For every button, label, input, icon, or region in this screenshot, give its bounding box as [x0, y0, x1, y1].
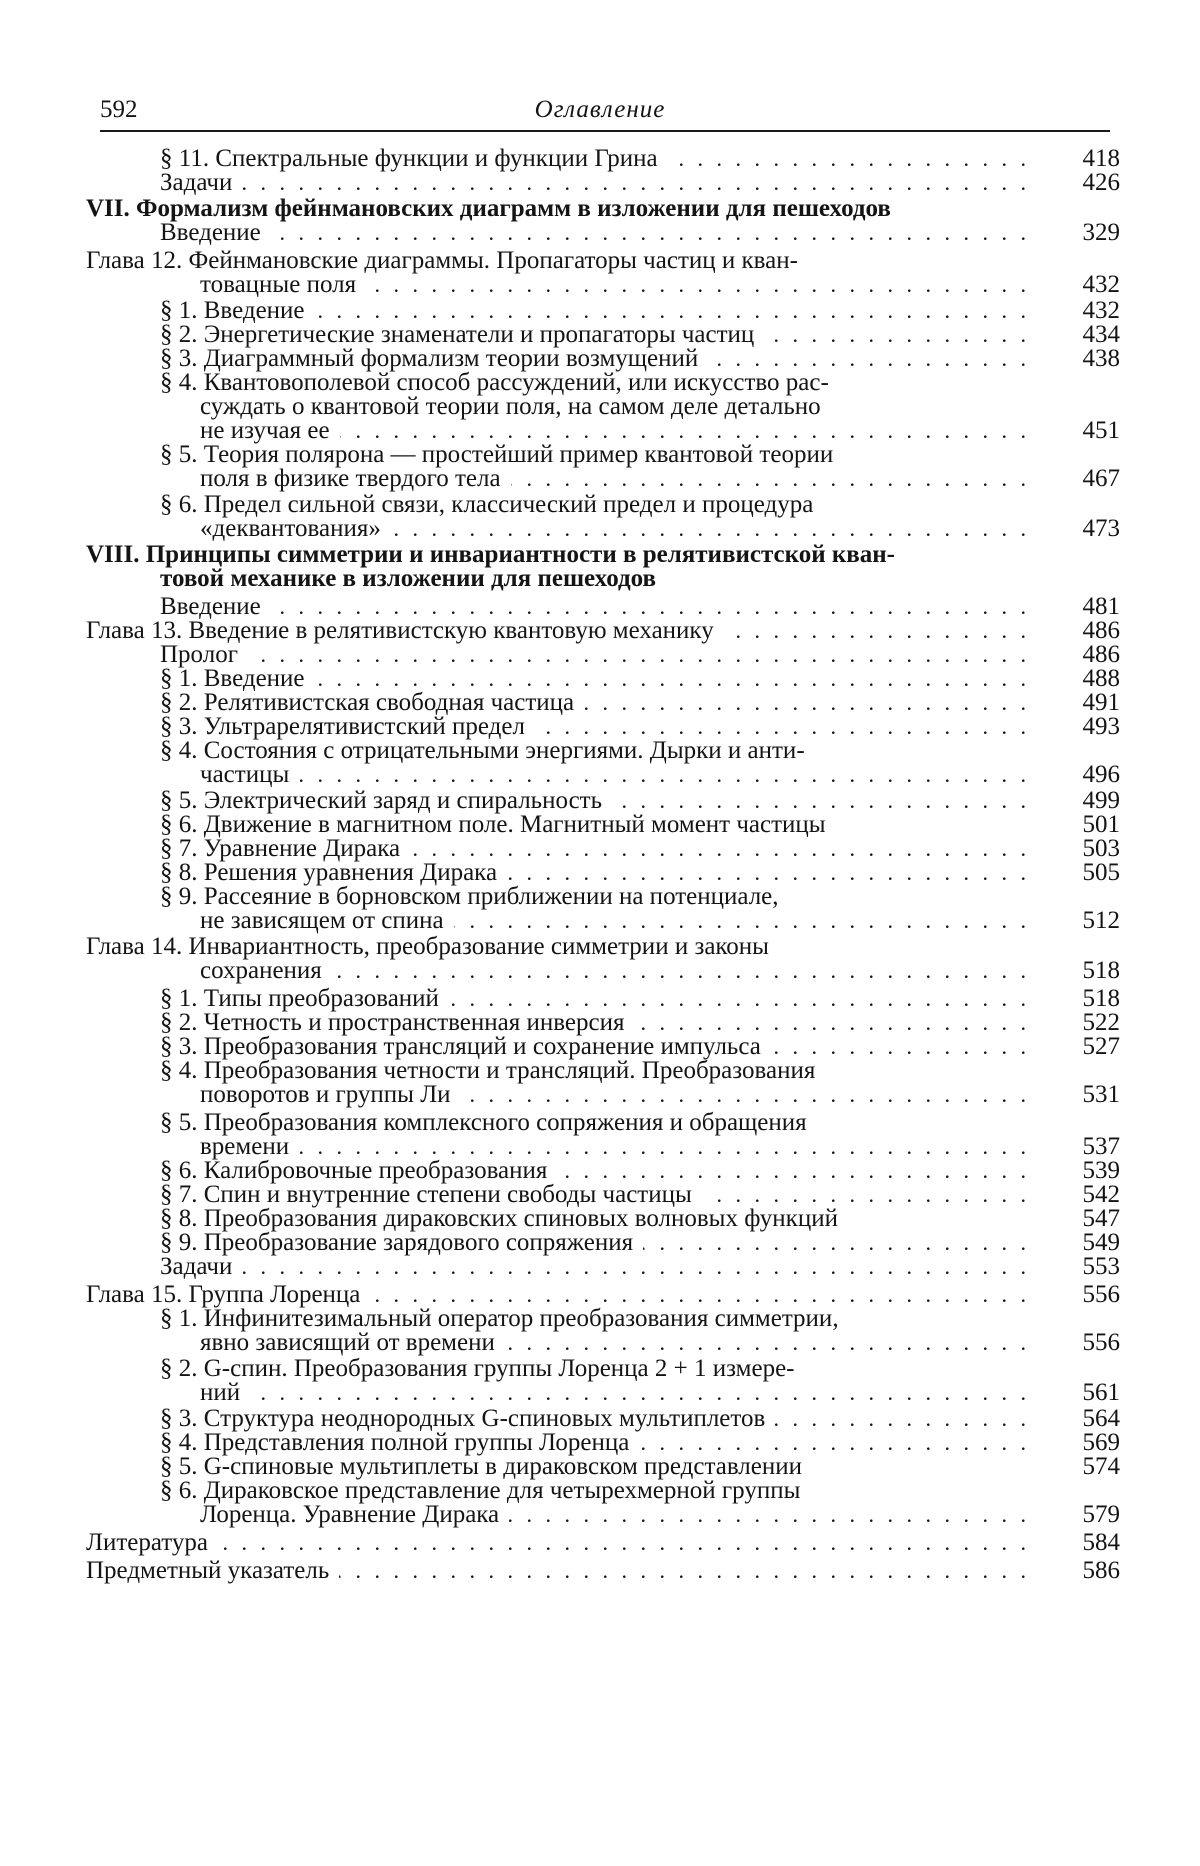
toc-line: § 9. Рассеяние в борновском приближении на потенциале,: [160, 883, 779, 910]
toc-line: Задачи . . . 426: [0, 168, 1200, 197]
toc-line: § 6. Движение в магнитном поле. Магнитный момент частицы 501: [160, 811, 1120, 838]
toc-line: § 8. Решения уравнения Дирака . . . 505: [0, 858, 1200, 887]
toc-line: § 5. Преобразования комплексного сопряжения и обращения: [160, 1109, 807, 1136]
toc-line: § 7. Уравнение Дирака . . . 503: [0, 834, 1200, 863]
toc-line: § 6. Калибровочные преобразования . . . 539: [0, 1156, 1200, 1185]
running-title: Оглавление: [534, 96, 666, 123]
toc-line: Пролог . . . 486: [0, 640, 1200, 669]
toc-chapter: Глава 12. Фейнмановские диаграммы. Пропагаторы частиц и кван-: [86, 247, 798, 274]
toc-line: § 1. Инфинитезимальный оператор преобразования симметрии,: [160, 1305, 839, 1332]
toc-line: не зависящем от спина . . . 512: [0, 906, 1200, 935]
toc-line: § 5. Электрический заряд и спиральность . . . 499: [0, 786, 1200, 815]
toc-line: времени . . . 537: [0, 1132, 1200, 1161]
toc-line: § 5. Теория полярона — простейший пример квантовой теории: [160, 441, 834, 468]
toc-line: § 3. Преобразования трансляций и сохранение импульса . . . 527: [0, 1032, 1200, 1061]
toc-line: явно зависящий от времени . . . 556: [0, 1328, 1200, 1357]
toc-line: § 4. Представления полной группы Лоренца . . . 569: [0, 1428, 1200, 1457]
toc-line: § 6. Дираковское представление для четырехмерной группы: [160, 1477, 801, 1504]
page-number: 592: [100, 96, 138, 123]
toc-line: Задачи . . . 553: [0, 1252, 1200, 1281]
toc-line: § 2. Четность и пространственная инверсия . . . 522: [0, 1008, 1200, 1037]
toc-line: суждать о квантовой теории поля, на самом деле детально: [200, 393, 821, 420]
toc-line: § 2. Релятивистская свободная частица . . . 491: [0, 688, 1200, 717]
toc-line: Лоренца. Уравнение Дирака . . . 579: [0, 1500, 1200, 1529]
toc-line: § 8. Преобразования дираковских спиновых волновых функций 547: [160, 1205, 1120, 1232]
toc-line: частицы . . . 496: [0, 760, 1200, 789]
toc-line: поворотов и группы Ли . . . 531: [0, 1080, 1200, 1109]
toc-line: § 2. Энергетические знаменатели и пропагаторы частиц . . . 434: [0, 320, 1200, 349]
toc-line: Введение . . . 329: [0, 218, 1200, 247]
toc-line: Предметный указатель . . . 586: [0, 1556, 1200, 1585]
toc-line: § 1. Введение . . . 432: [0, 296, 1200, 325]
toc-line: § 3. Ультрарелятивистский предел . . . 493: [0, 712, 1200, 741]
toc-line: не изучая ее . . . 451: [0, 416, 1200, 445]
toc-line: § 4. Преобразования четности и трансляций. Преобразования: [160, 1057, 816, 1084]
toc-line: § 2. G-спин. Преобразования группы Лоренца 2 + 1 измере-: [160, 1355, 795, 1382]
toc-chapter: Глава 14. Инвариантность, преобразование симметрии и законы: [86, 933, 769, 960]
header-rule: [100, 130, 1110, 132]
toc-line: § 7. Спин и внутренние степени свободы частицы . . . 542: [0, 1180, 1200, 1209]
toc-chapter: Глава 15. Группа Лоренца . . . 556: [0, 1280, 1200, 1309]
toc-line: § 5. G-спиновые мультиплеты в дираковском представлении 574: [160, 1453, 1120, 1480]
toc-line: ний . . . 561: [0, 1378, 1200, 1407]
toc-line: § 3. Структура неоднородных G-спиновых мультиплетов . . . 564: [0, 1404, 1200, 1433]
toc-part-heading: товой механике в изложении для пешеходов: [160, 565, 657, 592]
toc-line: товацные поля . . . 432: [0, 270, 1200, 299]
toc-line: § 1. Введение . . . 488: [0, 664, 1200, 693]
toc-part-heading: VII. Формализм фейнмановских диаграмм в изложении для пешеходов: [86, 195, 891, 222]
toc-line: § 4. Состояния с отрицательными энергиями. Дырки и анти-: [160, 737, 805, 764]
toc-line: Литература . . . 584: [0, 1528, 1200, 1557]
toc-chapter: Глава 13. Введение в релятивистскую квантовую механику . . . 486: [0, 616, 1200, 645]
toc-line: § 4. Квантовополевой способ рассуждений, или искусство рас-: [160, 369, 829, 396]
toc-line: § 1. Типы преобразований . . . 518: [0, 984, 1200, 1013]
toc-part-heading: VIII. Принципы симметрии и инвариантности в релятивистской кван-: [86, 541, 896, 568]
toc-line: § 9. Преобразование зарядового сопряжения . . . 549: [0, 1228, 1200, 1257]
toc-line: § 3. Диаграммный формализм теории возмущений . . . 438: [0, 344, 1200, 373]
toc-line: § 11. Спектральные функции и функции Грина . . . 418: [0, 144, 1200, 173]
toc-line: поля в физике твердого тела . . . 467: [0, 464, 1200, 493]
toc-line: «деквантования» . . . 473: [0, 514, 1200, 543]
toc-line: § 6. Предел сильной связи, классический предел и процедура: [160, 491, 814, 518]
toc-line: сохранения . . . 518: [0, 956, 1200, 985]
toc-line: Введение . . . 481: [0, 592, 1200, 621]
